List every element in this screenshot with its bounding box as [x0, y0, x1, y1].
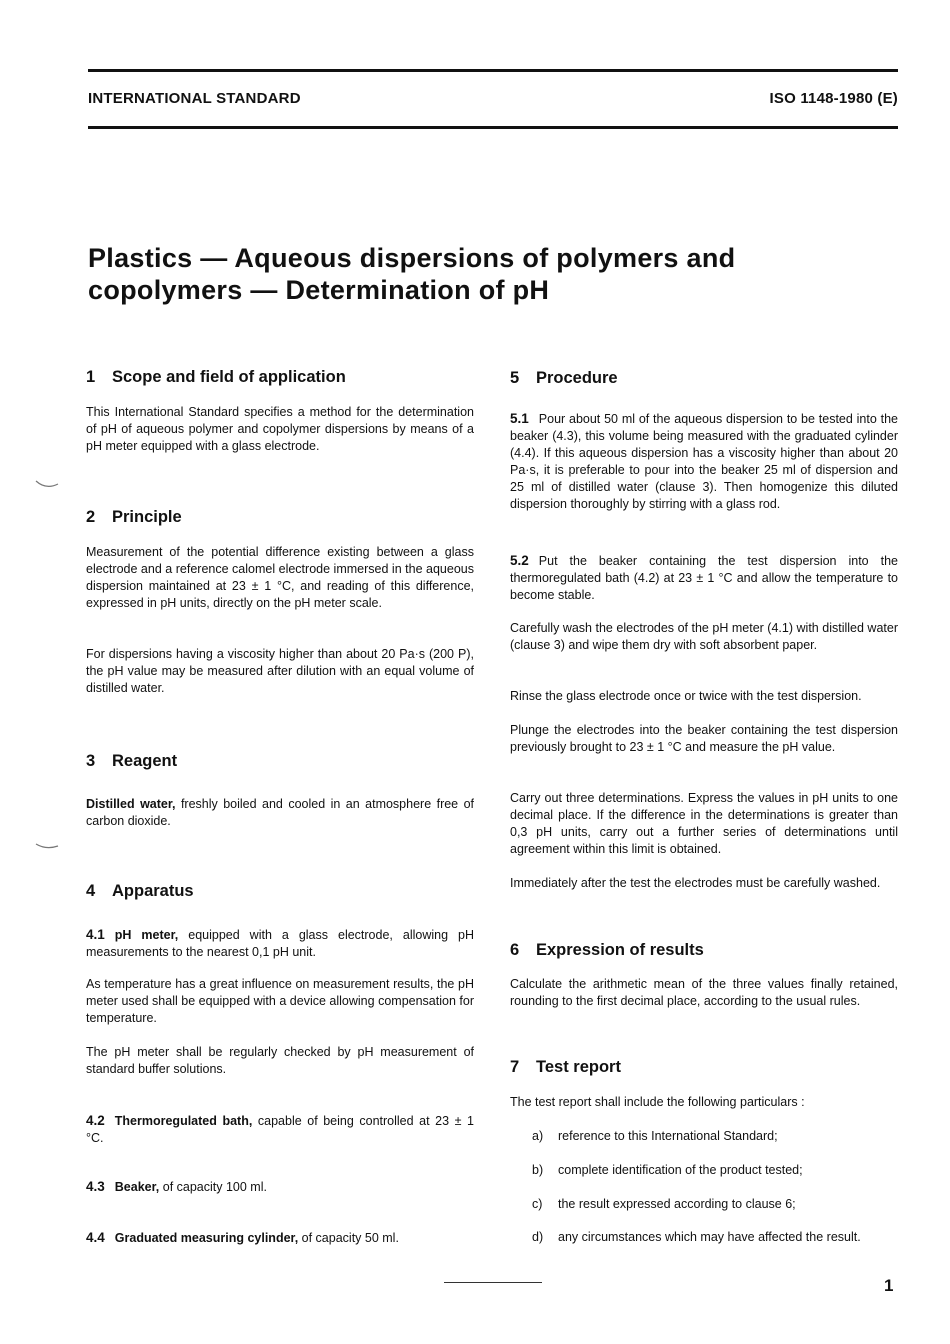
- list-item-label: d): [532, 1230, 544, 1244]
- clause-4-4-number: 4.4: [86, 1230, 105, 1245]
- section-5-paragraph-6: Carry out three determinations. Express the values in pH units to one decimal place. If the difference in the determinations is greater than 0,3 pH units, carry out a further series of determinations until agreement within this limit is obtained.: [510, 791, 898, 856]
- page-number: 1: [884, 1276, 894, 1295]
- section-2-heading: [86, 508, 474, 527]
- section-2-paragraph-2: For dispersions having a viscosity higher than about 20 Pa·s (200 P), the pH value may be measured after dilution with an equal volume of distilled water.: [86, 647, 474, 695]
- reagent-term: Distilled water,: [86, 797, 176, 811]
- list-item: [532, 1128, 898, 1145]
- section-2-paragraph-1: Measurement of the potential difference existing between a glass electrode and a reference calomel electrode immersed in the aqueous dispersion maintained at 23 ± 1 °C, and reading of this difference, expressed in pH units, directly on the pH meter scale.: [86, 545, 474, 610]
- section-4-heading: [86, 882, 474, 901]
- header-bottom-rule: [88, 126, 898, 129]
- clause-4-2-text: capable of being controlled at 23 ± 1 °C.: [86, 1114, 474, 1145]
- header-document-number: ISO 1148-1980 (E): [769, 90, 898, 107]
- document-title: [88, 242, 888, 306]
- section-5-paragraph-7: Immediately after the test the electrodes must be carefully washed.: [510, 876, 881, 890]
- clause-4-1-number: 4.1: [86, 927, 105, 942]
- section-6-number: 6: [510, 941, 520, 959]
- section-7-number: 7: [510, 1058, 520, 1076]
- section-3-number: 3: [86, 752, 96, 770]
- list-item-label: a): [532, 1129, 544, 1143]
- section-4-paragraph-2: As temperature has a great influence on measurement results, the pH meter used shall be equipped with a device allowing compensation for temperature.: [86, 977, 474, 1025]
- section-2-title: Principle: [112, 508, 182, 526]
- list-item-text: complete identification of the product tested;: [558, 1163, 803, 1177]
- list-item-label: c): [532, 1197, 543, 1211]
- header-standard-label: INTERNATIONAL STANDARD: [88, 90, 301, 107]
- clause-5-2-text: Put the beaker containing the test dispersion into the thermoregulated bath (4.2) at 23 ± 1 °C and allow the temperature to become stable.: [510, 554, 898, 602]
- section-6-paragraph: Calculate the arithmetic mean of the three values finally retained, rounding to the first decimal place, according to the usual rules.: [510, 977, 898, 1008]
- header-top-rule: [88, 69, 898, 72]
- binding-mark-icon: [34, 840, 62, 854]
- clause-4-4: [86, 1229, 474, 1247]
- clause-4-2: [86, 1112, 474, 1147]
- list-item: [532, 1196, 898, 1213]
- list-item-text: any circumstances which may have affected the result.: [558, 1230, 861, 1244]
- title-line-1: Plastics — Aqueous dispersions of polymers and: [88, 243, 736, 273]
- clause-4-3-term: Beaker,: [114, 1180, 160, 1194]
- section-3-title: Reagent: [112, 752, 178, 770]
- clause-4-4-text: of capacity 50 ml.: [298, 1231, 399, 1245]
- section-4-number: 4: [86, 882, 96, 900]
- section-5-paragraph-3: Carefully wash the electrodes of the pH meter (4.1) with distilled water (clause 3) and wipe them dry with soft absorbent paper.: [510, 621, 898, 652]
- clause-5-1: [510, 410, 898, 513]
- list-item-text: reference to this International Standard;: [558, 1129, 778, 1143]
- section-1-heading: [86, 368, 474, 387]
- clause-5-1-text: Pour about 50 ml of the aqueous dispersion to be tested into the beaker (4.3), this volume being measured with the graduated cylinder (4.4). If this aqueous dispersion has a viscosity higher than about 20 Pa·s, it is preferable to pour into the beaker 25 ml of dispersion and 25 ml of distilled water (clause 3). Then homogenize this diluted dispersion thoroughly by stirring with a glass rod.: [510, 412, 898, 511]
- clause-4-3-text: of capacity 100 ml.: [159, 1180, 267, 1194]
- section-6-heading: [510, 941, 898, 960]
- section-3-heading: [86, 752, 474, 771]
- section-6-title: Expression of results: [536, 941, 704, 959]
- section-5-paragraph-4: Rinse the glass electrode once or twice with the test dispersion.: [510, 689, 862, 703]
- section-7-title: Test report: [536, 1058, 621, 1076]
- clause-4-4-term: Graduated measuring cylinder,: [114, 1231, 299, 1245]
- footer-rule: [444, 1282, 542, 1283]
- section-3-paragraph: [86, 796, 474, 830]
- clause-5-2-number: 5.2: [510, 553, 529, 568]
- section-4-title: Apparatus: [112, 882, 194, 900]
- list-item: [532, 1162, 898, 1179]
- reagent-text: freshly boiled and cooled in an atmosphere free of carbon dioxide.: [86, 797, 475, 828]
- list-item-label: b): [532, 1163, 544, 1177]
- section-2-number: 2: [86, 508, 96, 526]
- section-1-title: Scope and field of application: [112, 368, 346, 386]
- clause-5-2: [510, 552, 898, 604]
- title-line-2: copolymers — Determination of pH: [88, 275, 550, 305]
- clause-5-1-number: 5.1: [510, 411, 529, 426]
- clause-4-1: [86, 926, 474, 961]
- list-item-text: the result expressed according to clause 6;: [558, 1197, 796, 1211]
- section-5-paragraph-5: Plunge the electrodes into the beaker containing the test dispersion previously brought to 23 ± 1 °C and measure the pH value.: [510, 723, 898, 754]
- section-5-heading: [510, 369, 898, 388]
- clause-4-2-term: Thermoregulated bath,: [114, 1114, 253, 1128]
- section-5-number: 5: [510, 369, 520, 387]
- section-1-number: 1: [86, 368, 96, 386]
- section-1-paragraph: This International Standard specifies a method for the determination of pH of aqueous polymer and copolymer dispersions by means of a pH meter equipped with a glass electrode.: [86, 405, 474, 453]
- clause-4-3: [86, 1178, 474, 1196]
- section-7-intro: The test report shall include the following particulars :: [510, 1095, 805, 1109]
- clause-4-3-number: 4.3: [86, 1179, 105, 1194]
- clause-4-2-number: 4.2: [86, 1113, 105, 1128]
- list-item: [532, 1229, 898, 1246]
- binding-mark-icon: [34, 478, 62, 492]
- clause-4-1-text: equipped with a glass electrode, allowing pH measurements to the nearest 0,1 pH unit.: [86, 928, 475, 959]
- section-4-paragraph-3: The pH meter shall be regularly checked by pH measurement of standard buffer solutions.: [86, 1045, 474, 1076]
- clause-4-1-term: pH meter,: [114, 928, 179, 942]
- section-7-heading: [510, 1058, 898, 1077]
- section-5-title: Procedure: [536, 369, 618, 387]
